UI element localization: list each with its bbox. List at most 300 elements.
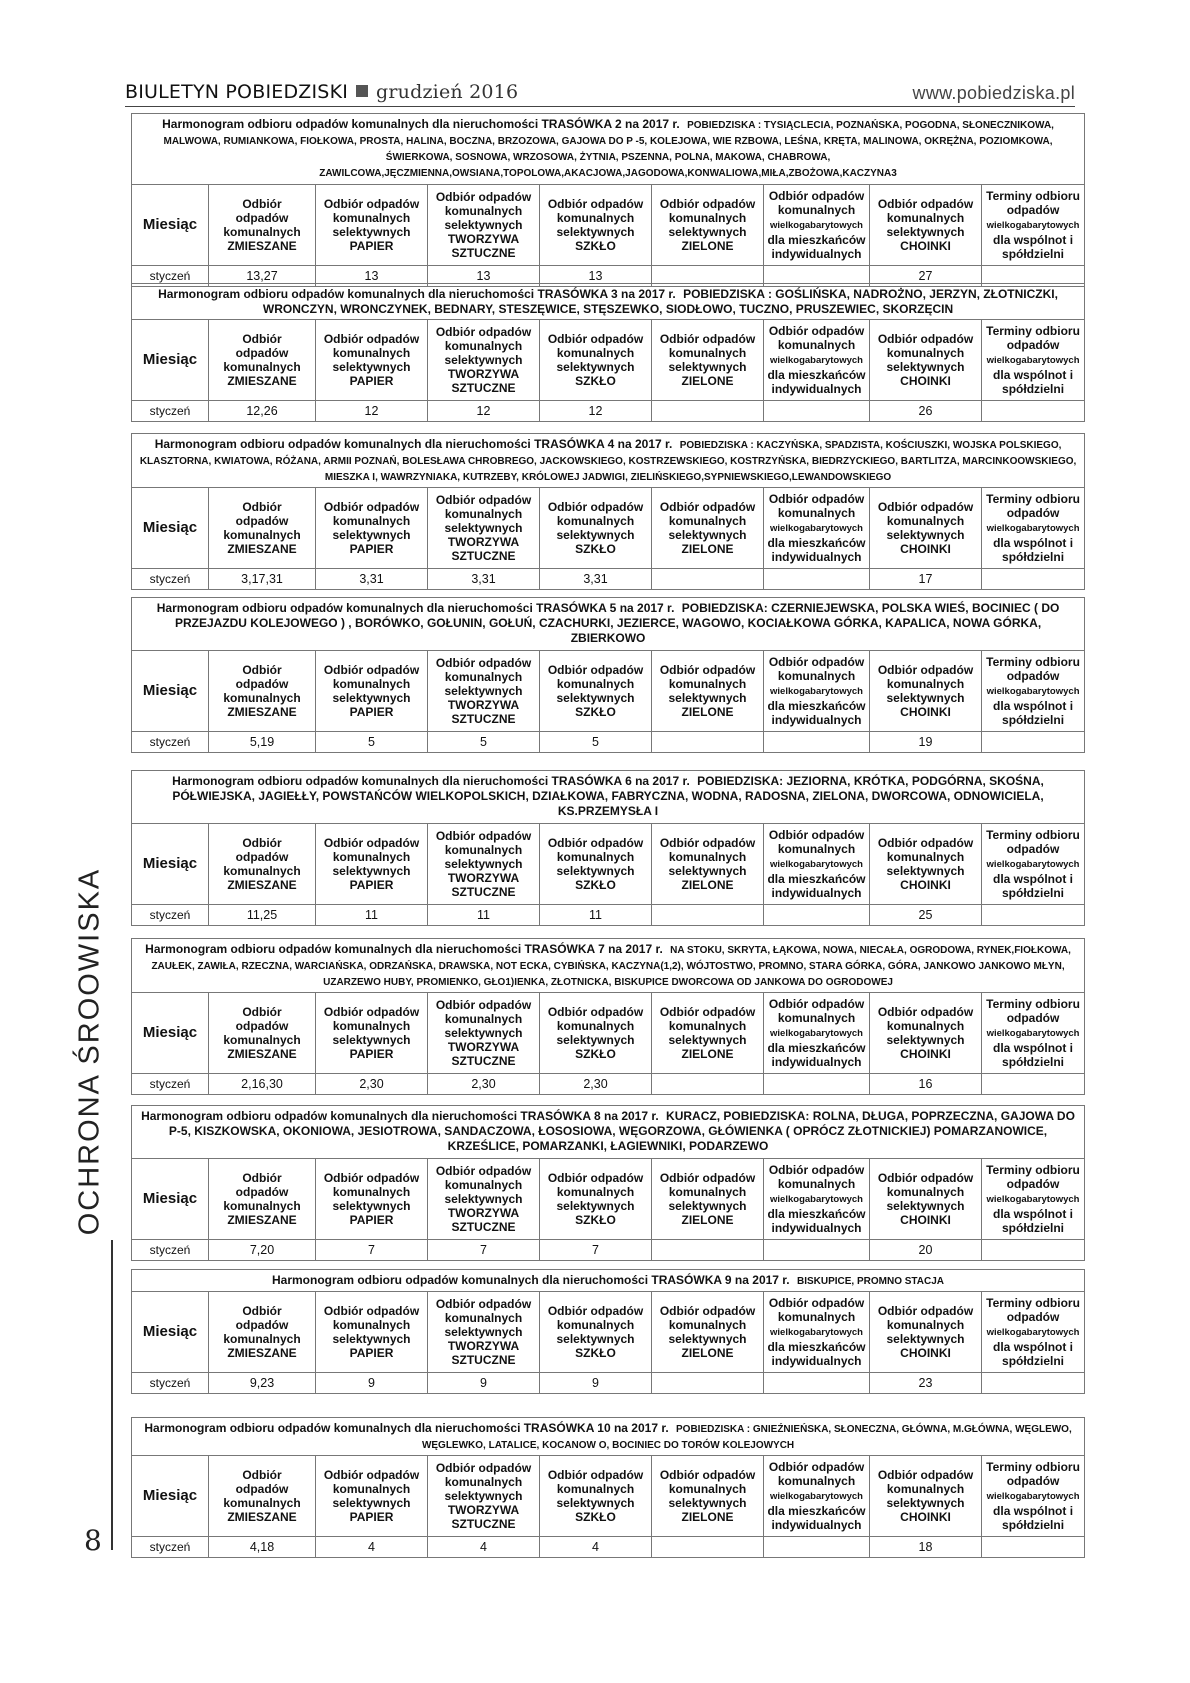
column-header-line: PAPIER — [349, 1346, 394, 1360]
column-header-line: Odbiór odpadów — [547, 500, 644, 514]
date-cell-papier: 13 — [316, 266, 428, 287]
column-header-line: odpadów — [1006, 669, 1060, 683]
column-header-line: komunalnych — [886, 1019, 965, 1033]
column-header-line: selektywnych — [332, 864, 411, 878]
column-header-line: Odbiór odpadów — [435, 1297, 532, 1311]
column-header-line: Terminy odbioru — [986, 828, 1080, 842]
column-header-line: selektywnych — [444, 1026, 523, 1040]
schedule-block — [131, 1105, 1080, 1261]
column-header-zielone — [652, 1159, 764, 1240]
column-header-choinki — [870, 1456, 982, 1537]
column-header-line: selektywnych — [886, 1332, 965, 1346]
column-header-zmieszane — [209, 320, 316, 401]
column-header-line: CHOINKI — [900, 1510, 951, 1524]
column-header-line: komunalnych — [886, 211, 965, 225]
column-header-line: CHOINKI — [900, 878, 951, 892]
column-header-line: indywidualnych — [771, 382, 862, 396]
column-header-line: indywidualnych — [771, 247, 862, 261]
website-url[interactable]: www.pobiedziska.pl — [912, 83, 1075, 103]
column-header-line: spółdzielni — [1001, 1221, 1064, 1235]
month-cell: styczeń — [132, 1373, 209, 1394]
column-header-line: komunalnych — [777, 669, 856, 683]
column-header-line: komunalnych — [777, 506, 856, 520]
column-header-zmieszane — [209, 1456, 316, 1537]
column-header-line: selektywnych — [668, 528, 747, 542]
column-header-line: selektywnych — [886, 864, 965, 878]
schedule-streets: KURACZ, POBIEDZISKA: ROLNA, DŁUGA, POPRZECZNA, GAJOWA DO P-5, KISZKOWSKA, OKONIOWA, JESIOTROWA, SANDACZOWA, ŁOSOSIOWA, WĘGORZOWA, GŁÓWIENKA ( OPRÓCZ ZŁOTNICKIEJ) POMARZANOWICE, KRZEŚLICE, POMARZANKI, ŁAGIEWNIKI, PODARZEWO — [168, 1109, 1075, 1153]
date-cell-choinki: 23 — [870, 1373, 982, 1394]
column-header-line: odpadów — [235, 514, 289, 528]
column-header-line: komunalnych — [668, 346, 747, 360]
schedule-table — [131, 433, 1085, 590]
column-header-tworzywa — [428, 993, 540, 1074]
column-header-line: selektywnych — [668, 691, 747, 705]
column-header-line: komunalnych — [332, 1019, 411, 1033]
column-header-line: Odbiór odpadów — [435, 1461, 532, 1475]
column-header-line: Odbiór odpadów — [768, 324, 865, 338]
column-header-line: selektywnych — [886, 225, 965, 239]
column-header-line: Odbiór odpadów — [323, 1171, 420, 1185]
column-header-line: selektywnych — [332, 360, 411, 374]
column-header-month: Miesiąc — [132, 1456, 209, 1537]
column-header-line: TWORZYWA — [447, 871, 520, 885]
date-cell-terminy — [982, 1537, 1085, 1558]
column-header-line: wielkogabarytowych — [770, 1028, 863, 1039]
column-header-line: odpadów — [1006, 1474, 1060, 1488]
column-header-zielone — [652, 1456, 764, 1537]
column-header-line: selektywnych — [444, 1489, 523, 1503]
section-title-vertical — [70, 860, 106, 1240]
column-header-terminy — [982, 488, 1085, 569]
column-header-line: komunalnych — [668, 1318, 747, 1332]
schedule-title: Harmonogram odbioru odpadów komunalnych dla nieruchomości TRASÓWKA 3 na 2017 r. — [158, 287, 680, 301]
column-header-wielkogabarytowe — [764, 185, 870, 266]
column-header-papier — [316, 1456, 428, 1537]
column-header-zielone — [652, 651, 764, 732]
date-cell-szklo: 2,30 — [540, 1074, 652, 1095]
date-cell-choinki: 19 — [870, 732, 982, 753]
column-header-line: PAPIER — [349, 542, 394, 556]
column-header-line: komunalnych — [332, 1482, 411, 1496]
column-header-line: komunalnych — [444, 1012, 523, 1026]
schedule-header — [132, 1270, 1085, 1292]
column-header-line: dla wspólnot i — [993, 872, 1073, 886]
column-header-line: Odbiór odpadów — [547, 836, 644, 850]
date-cell-choinki: 18 — [870, 1537, 982, 1558]
schedule-header-row — [132, 1418, 1085, 1456]
column-header-line: PAPIER — [349, 878, 394, 892]
column-header-month: Miesiąc — [132, 993, 209, 1074]
column-header-line: CHOINKI — [900, 239, 951, 253]
column-header-line: dla wspólnot i — [993, 1041, 1074, 1055]
date-cell-szklo: 3,31 — [540, 569, 652, 590]
date-cell-papier: 7 — [316, 1240, 428, 1261]
column-header-line: odpadów — [235, 1185, 289, 1199]
column-header-line: ZMIESZANE — [227, 239, 297, 253]
schedule-table — [131, 1417, 1085, 1558]
schedule-block — [131, 1417, 1080, 1558]
column-header-line: odpadów — [235, 1019, 289, 1033]
column-header-line: Odbiór odpadów — [659, 1468, 756, 1482]
date-cell-tworzywa: 12 — [428, 401, 540, 422]
schedule-title: Harmonogram odbioru odpadów komunalnych dla nieruchomości TRASÓWKA 6 na 2017 r. — [172, 774, 694, 788]
column-header-row — [132, 185, 1085, 266]
date-cell-zielone — [652, 1373, 764, 1394]
column-header-line: selektywnych — [332, 1496, 411, 1510]
schedule-title: Harmonogram odbioru odpadów komunalnych dla nieruchomości TRASÓWKA 7 na 2017 r. — [145, 942, 667, 956]
column-header-line: spółdzielni — [1002, 550, 1065, 564]
column-header-line: indywidualnych — [771, 1354, 862, 1368]
schedule-header-text — [132, 939, 1084, 992]
table-row — [132, 569, 1085, 590]
schedule-header-row — [132, 771, 1085, 824]
column-header-line: komunalnych — [886, 677, 965, 691]
column-header-line: komunalnych — [668, 211, 747, 225]
column-header-line: selektywnych — [556, 1496, 635, 1510]
column-header-line: dla mieszkańców — [767, 1504, 866, 1518]
column-header-line: SZTUCZNE — [451, 885, 516, 899]
column-header-line: dla mieszkańców — [767, 536, 866, 550]
column-header-tworzywa — [428, 1159, 540, 1240]
column-header-papier — [316, 993, 428, 1074]
column-header-line: spółdzielni — [1002, 247, 1065, 261]
date-cell-papier: 12 — [316, 401, 428, 422]
column-header-line: odpadów — [235, 1482, 289, 1496]
column-header-month: Miesiąc — [132, 488, 209, 569]
column-header-line: Odbiór odpadów — [877, 332, 974, 346]
schedule-header-text — [132, 1270, 1084, 1291]
date-cell-zmieszane: 7,20 — [209, 1240, 316, 1261]
column-header-line: wielkogabarytowych — [986, 1327, 1080, 1338]
column-header-line: Odbiór odpadów — [435, 656, 532, 670]
column-header-line: Odbiór odpadów — [547, 663, 644, 677]
schedule-streets: NA STOKU, SKRYTA, ŁĄKOWA, NOWA, NIECAŁA, OGRODOWA, RYNEK,FIOŁKOWA, ZAUŁEK, ZAWIŁA, RZECZNA, WARCIAŃSKA, ODRZAŃSKA, DRAWSKA, NOT ECKA, CYBIŃSKA, KACZYNA(1,2), WÓJTOSTWO, PROMNO, STARA GÓRKA, GÓRA, JANKOWO JANKOWO MŁYN, UZARZEWO HUBY, PROMIENKO, GŁO1)IENKA, ZŁOTNICKA, BISKUPICE DWORCOWA OD JANKOWA DO OGRODOWEJ — [151, 945, 1071, 988]
date-cell-terminy — [982, 401, 1085, 422]
month-cell: styczeń — [132, 266, 209, 287]
column-header-line: Odbiór odpadów — [659, 1005, 756, 1019]
column-header-line: SZTUCZNE — [451, 1517, 516, 1531]
schedule-streets: POBIEDZISKA : TYSIĄCLECIA, POZNAŃSKA, POGODNA, SŁONECZNIKOWA, MALWOWA, RUMIANKOWA, FIOŁKOWA, PROSTA, HALINA, BOCZNA, BRZOZOWA, GAJOWA DO P -5, KOLEJOWA, WIE RZBOWA, LEŚNA, KRĘTA, MALINOWA, OKRĘŻNA, POZIOMKOWA, ŚWIERKOWA, SOSNOWA, WRZOSOWA, ŻYTNIA, PSZENNA, POLNA, MAKOWA, CHABROWA, ZAWILCOWA,JĘCZMIENNA,OWSIANA,TOPOLOWA,AKACJOWA,JAGODOWA,KONWALIOWA,MIŁA,ZBOŻOWA,KACZYNA3 — [163, 120, 1054, 179]
column-header-line: Odbiór odpadów — [323, 663, 420, 677]
schedule-header — [132, 114, 1085, 185]
column-header-zielone — [652, 824, 764, 905]
column-header-line: Terminy odbioru — [986, 655, 1080, 669]
column-header-line: SZTUCZNE — [451, 1054, 516, 1068]
column-header-line: Terminy odbioru — [986, 1460, 1080, 1474]
schedule-header — [132, 598, 1085, 651]
table-row — [132, 1240, 1085, 1261]
column-header-line: Odbiór odpadów — [435, 493, 532, 507]
column-header-line: selektywnych — [556, 225, 635, 239]
column-header-line: selektywnych — [556, 360, 635, 374]
column-header-zmieszane — [209, 488, 316, 569]
column-header-line: Odbiór — [242, 1005, 282, 1019]
square-bullet-icon — [356, 85, 368, 97]
section-title: OCHRONA ŚROOWISKA — [73, 867, 106, 1236]
column-header-line: spółdzielni — [1002, 382, 1065, 396]
column-header-line: komunalnych — [886, 346, 965, 360]
column-header-line: SZKŁO — [575, 1510, 616, 1524]
column-header-line: odpadów — [235, 1318, 289, 1332]
column-header-line: selektywnych — [668, 1033, 747, 1047]
column-header-line: TWORZYWA — [447, 232, 520, 246]
column-header-line: selektywnych — [886, 360, 965, 374]
schedule-table — [131, 1269, 1085, 1394]
date-cell-terminy — [982, 569, 1085, 590]
column-header-line: dla mieszkańców — [767, 1041, 866, 1055]
column-header-line: komunalnych — [886, 1482, 965, 1496]
column-header-line: Terminy odbioru — [986, 997, 1080, 1011]
column-header-line: wielkogabarytowych — [986, 1194, 1080, 1205]
column-header-line: selektywnych — [668, 1332, 747, 1346]
issue-date: grudzień 2016 — [376, 81, 519, 103]
schedule-header-text — [132, 114, 1084, 184]
column-header-choinki — [870, 1159, 982, 1240]
column-header-line: selektywnych — [886, 1033, 965, 1047]
column-header-line: ZIELONE — [681, 1047, 734, 1061]
column-header-papier — [316, 651, 428, 732]
column-header-line: wielkogabarytowych — [770, 859, 863, 870]
column-header-line: Odbiór odpadów — [768, 997, 865, 1011]
date-cell-wielkogabarytowe — [764, 1537, 870, 1558]
column-header-line: ZIELONE — [681, 1510, 734, 1524]
column-header-line: dla mieszkańców — [767, 1340, 866, 1354]
column-header-line: Odbiór odpadów — [659, 1304, 756, 1318]
column-header-line: dla mieszkańców — [767, 368, 866, 382]
schedule-streets: POBIEDZISKA : KACZYŃSKA, SPADZISTA, KOŚCIUSZKI, WOJSKA POLSKIEGO, KLASZTORNA, KWIATOWA, RÓŻANA, ARMII POZNAŃ, BOLESŁAWA CHROBREGO, JACKOWSKIEGO, KOSTRZEWSKIEGO, KOSTRZYŃSKA, BIEDRZYCKIEGO, BARTLITZA, MARCINKOOWSKIEGO, MIESZKA I, WAWRZYNIAKA, KUTRZEBY, KRÓLOWEJ JADWIGI, ZIELIŃSKIEGO,SYPNIEWSKIEGO,LEWANDOWSKIEGO — [139, 440, 1077, 483]
column-header-line: komunalnych — [556, 514, 635, 528]
column-header-month: Miesiąc — [132, 1159, 209, 1240]
column-header-line: komunalnych — [223, 691, 301, 705]
schedule-block — [131, 770, 1080, 926]
date-cell-wielkogabarytowe — [764, 1240, 870, 1261]
column-header-line: spółdzielni — [1002, 1354, 1065, 1368]
column-header-line: Odbiór odpadów — [547, 197, 644, 211]
date-cell-terminy — [982, 1373, 1085, 1394]
date-cell-wielkogabarytowe — [764, 1373, 870, 1394]
column-header-line: selektywnych — [886, 528, 965, 542]
column-header-line: CHOINKI — [900, 705, 951, 719]
schedule-header — [132, 1418, 1085, 1456]
column-header-choinki — [870, 1292, 982, 1373]
month-cell: styczeń — [132, 1074, 209, 1095]
column-header-line: odpadów — [1006, 203, 1060, 217]
column-header-szklo — [540, 185, 652, 266]
column-header-line: komunalnych — [886, 514, 965, 528]
schedule-table — [131, 113, 1085, 287]
column-header-line: komunalnych — [223, 528, 301, 542]
schedule-streets: POBIEDZISKA : GNIEŹNIEŃSKA, SŁONECZNA, GŁÓWNA, M.GŁÓWNA, WĘGLEWO, WĘGLEWKO, LATALICE, KOCANOW O, BOCINIEC DO TORÓW KOLEJOWYCH — [421, 1424, 1072, 1451]
column-header-line: selektywnych — [444, 353, 523, 367]
column-header-line: PAPIER — [349, 374, 394, 388]
schedule-header — [132, 284, 1085, 320]
column-header-line: komunalnych — [556, 211, 635, 225]
column-header-line: komunalnych — [777, 1310, 856, 1324]
column-header-szklo — [540, 1159, 652, 1240]
column-header-line: Odbiór odpadów — [323, 1005, 420, 1019]
schedule-table — [131, 597, 1085, 753]
column-header-line: Odbiór odpadów — [877, 1304, 974, 1318]
date-cell-zmieszane: 4,18 — [209, 1537, 316, 1558]
date-cell-tworzywa: 7 — [428, 1240, 540, 1261]
column-header-line: CHOINKI — [900, 1047, 951, 1061]
column-header-line: Odbiór odpadów — [877, 1171, 974, 1185]
schedule-header — [132, 939, 1085, 993]
column-header-line: TWORZYWA — [447, 1503, 520, 1517]
column-header-choinki — [870, 824, 982, 905]
month-cell: styczeń — [132, 401, 209, 422]
column-header-line: selektywnych — [332, 1033, 411, 1047]
date-cell-zmieszane: 9,23 — [209, 1373, 316, 1394]
column-header-choinki — [870, 651, 982, 732]
column-header-line: dla wspólnot i — [993, 368, 1074, 382]
column-header-zielone — [652, 993, 764, 1074]
column-header-row — [132, 1292, 1085, 1373]
column-header-line: Odbiór — [242, 1171, 282, 1185]
column-header-line: selektywnych — [556, 1332, 635, 1346]
date-cell-szklo: 12 — [540, 401, 652, 422]
page-number: 8 — [84, 1524, 102, 1557]
column-header-szklo — [540, 488, 652, 569]
table-row — [132, 1373, 1085, 1394]
column-header-line: Odbiór odpadów — [877, 500, 974, 514]
column-header-line: PAPIER — [349, 239, 394, 253]
date-cell-tworzywa: 13 — [428, 266, 540, 287]
column-header-line: komunalnych — [332, 850, 411, 864]
date-cell-szklo: 4 — [540, 1537, 652, 1558]
column-header-line: Odbiór odpadów — [547, 1171, 644, 1185]
column-header-terminy — [982, 185, 1085, 266]
column-header-tworzywa — [428, 1456, 540, 1537]
column-header-tworzywa — [428, 824, 540, 905]
column-header-papier — [316, 488, 428, 569]
column-header-line: indywidualnych — [771, 713, 862, 727]
column-header-month: Miesiąc — [132, 1292, 209, 1373]
column-header-line: Odbiór odpadów — [435, 829, 532, 843]
side-rule — [111, 1240, 113, 1550]
column-header-line: odpadów — [1006, 506, 1060, 520]
schedule-header-row — [132, 598, 1085, 651]
column-header-line: Odbiór odpadów — [547, 332, 644, 346]
date-cell-szklo: 9 — [540, 1373, 652, 1394]
column-header-line: komunalnych — [332, 211, 411, 225]
date-cell-tworzywa: 3,31 — [428, 569, 540, 590]
column-header-line: komunalnych — [668, 677, 747, 691]
column-header-line: Odbiór odpadów — [877, 1468, 974, 1482]
column-header-wielkogabarytowe — [764, 993, 870, 1074]
schedule-header-row — [132, 939, 1085, 993]
column-header-row — [132, 320, 1085, 401]
column-header-line: selektywnych — [668, 1496, 747, 1510]
date-cell-zielone — [652, 905, 764, 926]
date-cell-zielone — [652, 732, 764, 753]
column-header-month: Miesiąc — [132, 185, 209, 266]
column-header-line: komunalnych — [556, 346, 635, 360]
column-header-line: Terminy odbioru — [986, 1296, 1080, 1310]
column-header-line: Odbiór odpadów — [659, 1171, 756, 1185]
column-header-row — [132, 1456, 1085, 1537]
column-header-line: Odbiór odpadów — [768, 1460, 865, 1474]
schedule-title: Harmonogram odbioru odpadów komunalnych dla nieruchomości TRASÓWKA 8 na 2017 r. — [141, 1109, 663, 1123]
column-header-line: spółdzielni — [1002, 886, 1065, 900]
column-header-line: dla mieszkańców — [767, 872, 866, 886]
column-header-line: Odbiór odpadów — [768, 655, 865, 669]
column-header-line: ZIELONE — [681, 239, 734, 253]
column-header-line: odpadów — [235, 677, 289, 691]
month-cell: styczeń — [132, 1537, 209, 1558]
column-header-line: wielkogabarytowych — [770, 523, 863, 534]
column-header-line: TWORZYWA — [447, 1040, 520, 1054]
column-header-szklo — [540, 993, 652, 1074]
column-header-line: Odbiór odpadów — [435, 325, 532, 339]
column-header-terminy — [982, 993, 1085, 1074]
column-header-line: komunalnych — [444, 1311, 523, 1325]
column-header-line: CHOINKI — [900, 1346, 951, 1360]
column-header-szklo — [540, 320, 652, 401]
column-header-line: Odbiór odpadów — [877, 663, 974, 677]
schedule-block — [131, 1269, 1080, 1394]
column-header-line: TWORZYWA — [447, 535, 520, 549]
column-header-papier — [316, 320, 428, 401]
column-header-wielkogabarytowe — [764, 1456, 870, 1537]
date-cell-papier: 2,30 — [316, 1074, 428, 1095]
column-header-line: Terminy odbioru — [986, 492, 1080, 506]
column-header-szklo — [540, 1292, 652, 1373]
column-header-line: selektywnych — [444, 684, 523, 698]
column-header-line: odpadów — [235, 211, 289, 225]
column-header-line: selektywnych — [332, 1199, 411, 1213]
column-header-line: wielkogabarytowych — [986, 1491, 1080, 1502]
column-header-row — [132, 651, 1085, 732]
column-header-line: selektywnych — [556, 1199, 635, 1213]
column-header-terminy — [982, 1292, 1085, 1373]
column-header-line: Odbiór — [242, 197, 282, 211]
column-header-tworzywa — [428, 488, 540, 569]
column-header-line: selektywnych — [886, 691, 965, 705]
column-header-zmieszane — [209, 1159, 316, 1240]
schedule-block — [131, 938, 1080, 1095]
column-header-line: wielkogabarytowych — [770, 1327, 863, 1338]
column-header-line: komunalnych — [444, 843, 523, 857]
column-header-choinki — [870, 993, 982, 1074]
column-header-tworzywa — [428, 185, 540, 266]
date-cell-tworzywa: 11 — [428, 905, 540, 926]
column-header-line: komunalnych — [223, 1496, 301, 1510]
column-header-line: Odbiór odpadów — [877, 1005, 974, 1019]
column-header-line: komunalnych — [668, 850, 747, 864]
schedule-header-text — [132, 434, 1084, 487]
table-row — [132, 905, 1085, 926]
column-header-month: Miesiąc — [132, 651, 209, 732]
column-header-line: ZMIESZANE — [227, 1213, 297, 1227]
date-cell-papier: 11 — [316, 905, 428, 926]
column-header-line: SZKŁO — [575, 1213, 616, 1227]
column-header-line: wielkogabarytowych — [770, 355, 863, 366]
column-header-line: SZKŁO — [575, 239, 616, 253]
month-cell: styczeń — [132, 1240, 209, 1261]
column-header-line: indywidualnych — [771, 550, 862, 564]
column-header-papier — [316, 1159, 428, 1240]
column-header-line: Terminy odbioru — [986, 189, 1080, 203]
column-header-line: komunalnych — [444, 670, 523, 684]
column-header-line: spółdzielni — [1002, 1518, 1065, 1532]
column-header-line: selektywnych — [444, 857, 523, 871]
column-header-papier — [316, 185, 428, 266]
schedule-header-text — [132, 598, 1084, 650]
date-cell-szklo: 5 — [540, 732, 652, 753]
column-header-line: Odbiór odpadów — [323, 500, 420, 514]
schedule-streets: BISKUPICE, PROMNO STACJA — [796, 1276, 945, 1287]
